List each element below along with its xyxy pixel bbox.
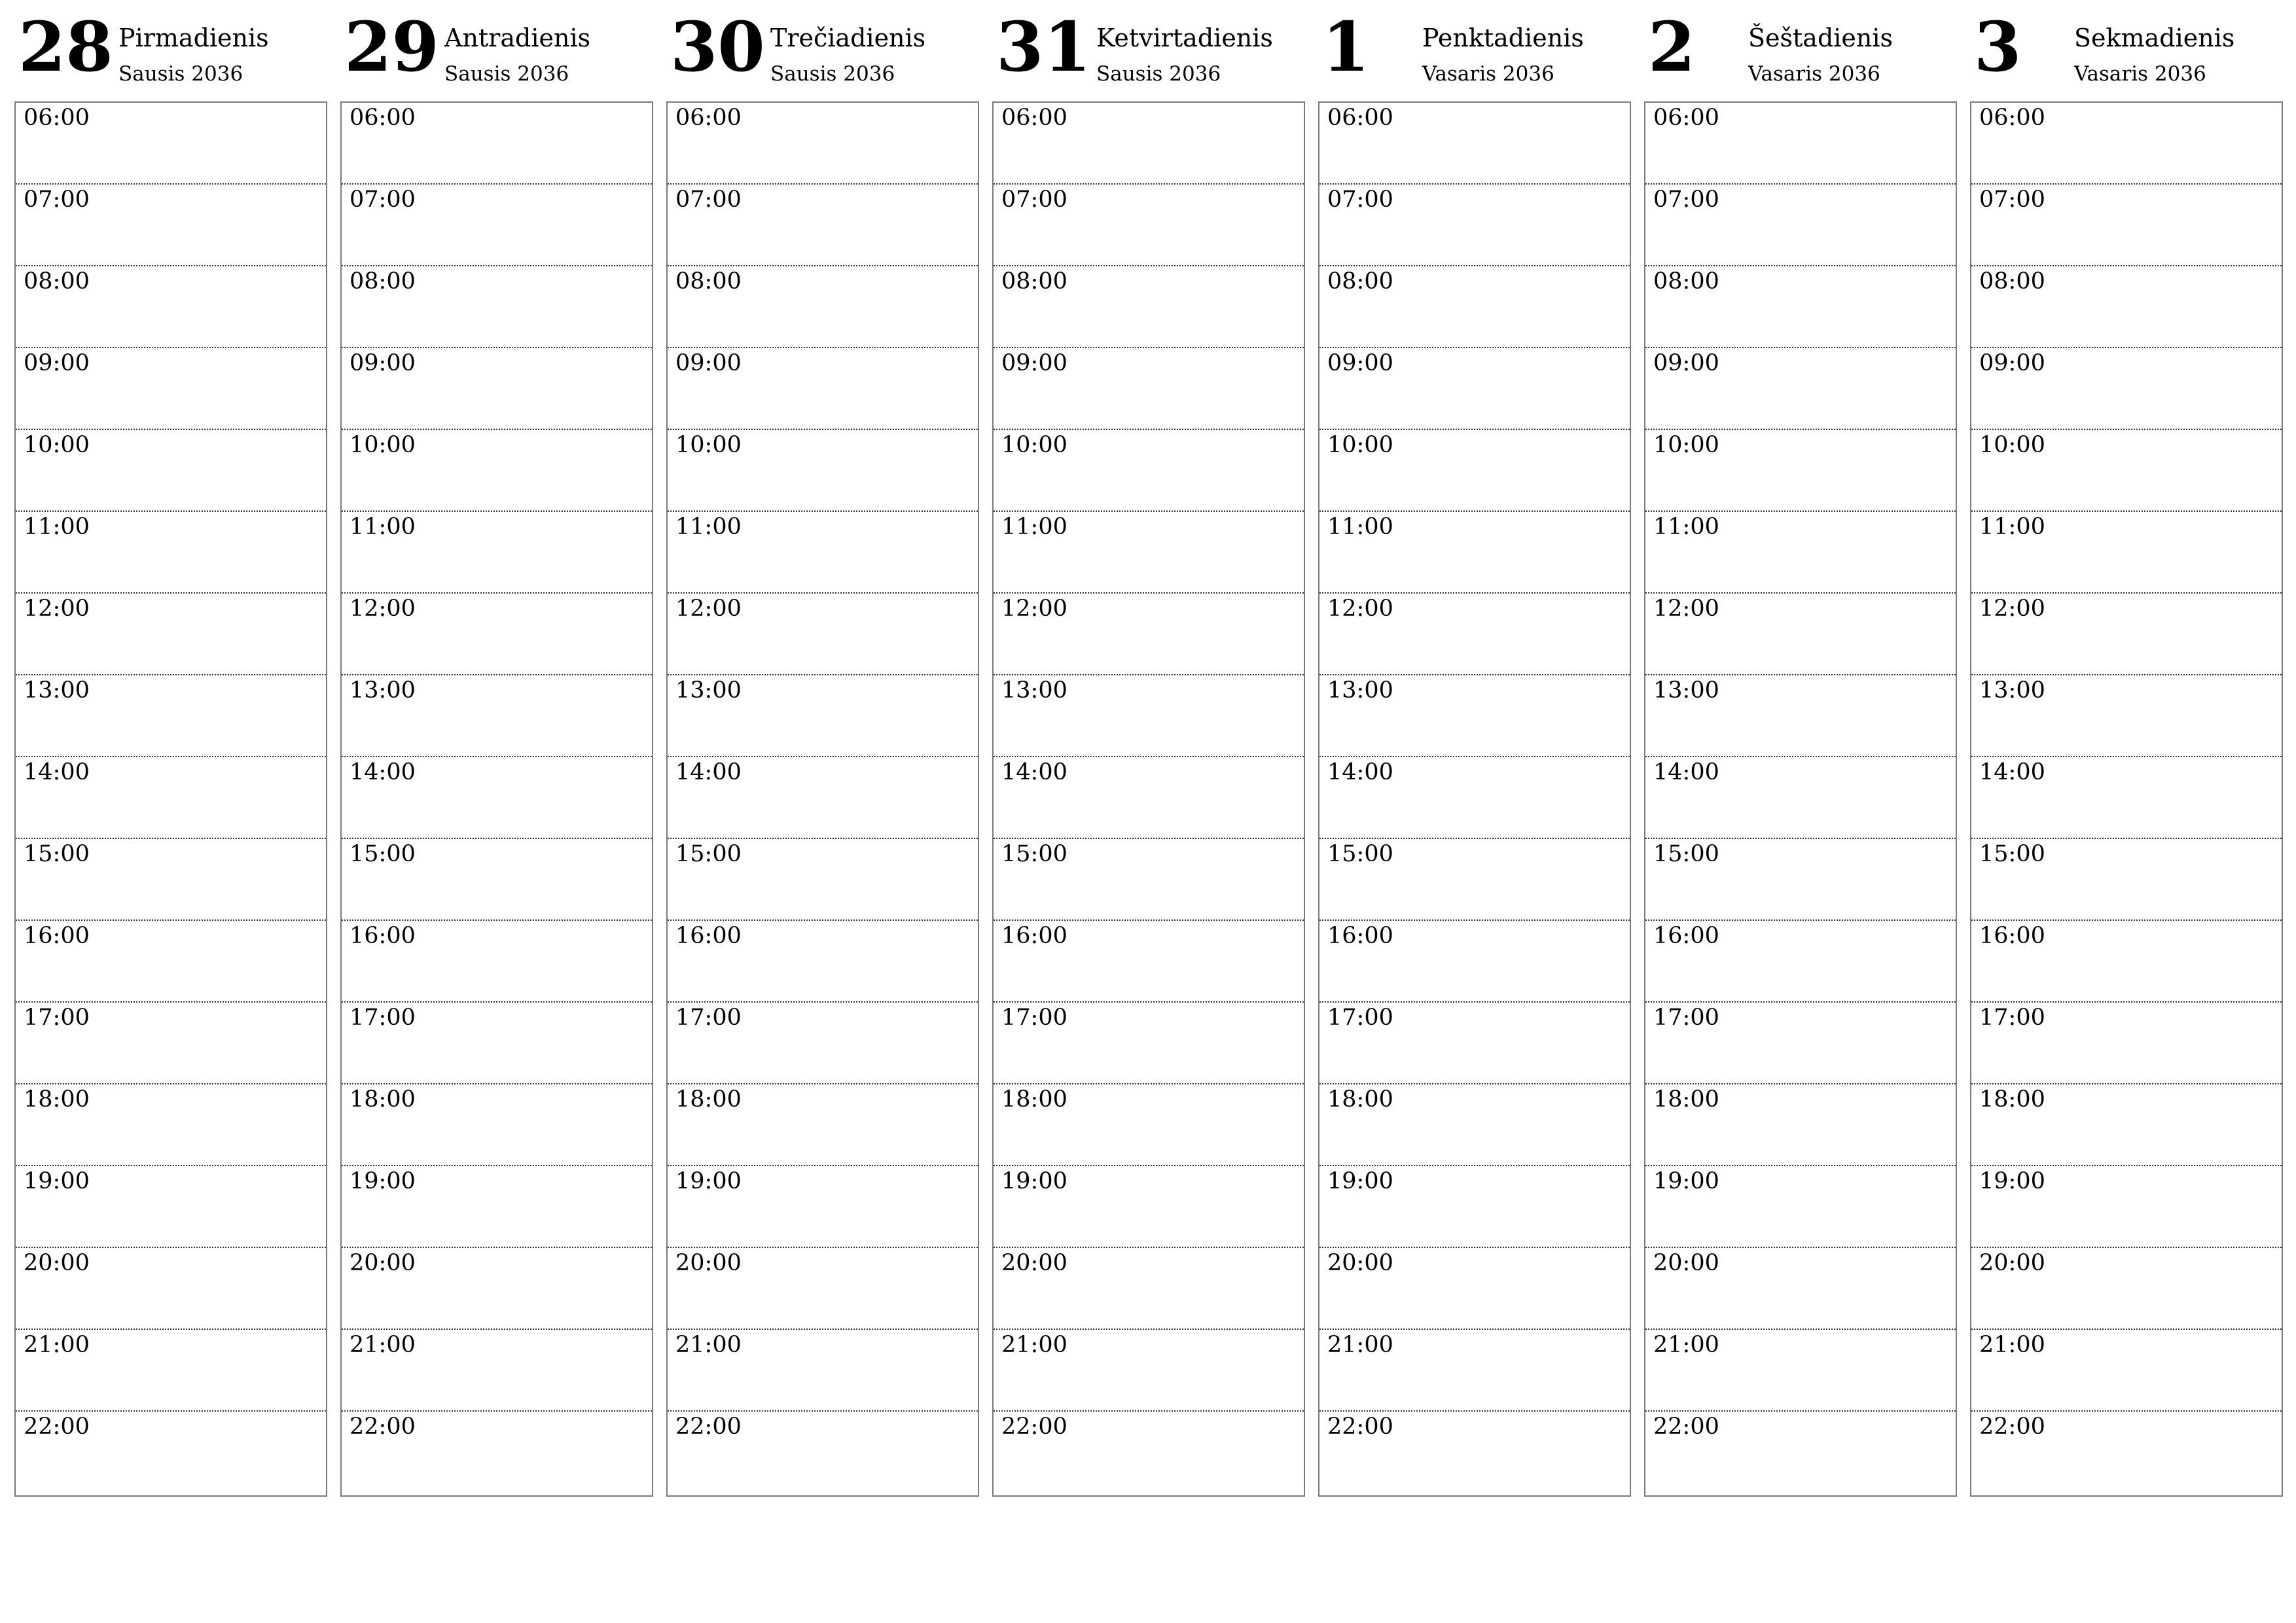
hour-label: 22:00 xyxy=(24,1414,90,1440)
day-column-thursday xyxy=(992,0,1305,1440)
hour-slot[interactable] xyxy=(994,1084,1304,1166)
hour-label: 08:00 xyxy=(24,268,90,294)
hour-slot[interactable] xyxy=(342,921,652,1003)
hour-slot[interactable] xyxy=(668,675,978,757)
hour-slot[interactable] xyxy=(1645,266,1956,348)
hours-box xyxy=(1318,101,1631,1497)
hour-slot[interactable] xyxy=(1319,594,1630,675)
hour-slot[interactable] xyxy=(668,103,978,185)
hour-slot[interactable] xyxy=(1645,185,1956,266)
hour-label: 13:00 xyxy=(675,677,742,704)
hour-slot[interactable] xyxy=(342,512,652,594)
hour-slot[interactable] xyxy=(1971,921,2282,1003)
hour-slot[interactable] xyxy=(994,675,1304,757)
hour-slot[interactable] xyxy=(668,266,978,348)
hour-slot[interactable] xyxy=(342,839,652,921)
hour-slot[interactable] xyxy=(16,839,326,921)
day-month: Vasaris 2036 xyxy=(2074,62,2206,86)
day-column-monday xyxy=(14,0,327,1440)
hour-label: 15:00 xyxy=(1979,841,2045,867)
hour-slot[interactable] xyxy=(994,430,1304,512)
hour-label: 14:00 xyxy=(350,759,416,785)
hour-slot[interactable] xyxy=(342,103,652,185)
hour-slot[interactable] xyxy=(1645,921,1956,1003)
day-name: Pirmadienis xyxy=(118,24,269,52)
hour-slot[interactable] xyxy=(1971,185,2282,266)
hour-label: 14:00 xyxy=(675,759,742,785)
hour-label: 21:00 xyxy=(1327,1332,1393,1358)
hour-slot[interactable] xyxy=(668,185,978,266)
hour-label: 17:00 xyxy=(24,1005,90,1031)
day-number: 31 xyxy=(996,7,1091,87)
hour-label: 12:00 xyxy=(1979,596,2045,622)
hour-label: 09:00 xyxy=(675,350,742,376)
hour-slot[interactable] xyxy=(16,675,326,757)
hour-label: 17:00 xyxy=(675,1005,742,1031)
hour-slot[interactable] xyxy=(994,1166,1304,1248)
hour-label: 18:00 xyxy=(350,1086,416,1113)
hour-label: 07:00 xyxy=(1001,187,1067,213)
hour-label: 16:00 xyxy=(1001,923,1067,949)
hour-label: 14:00 xyxy=(24,759,90,785)
hour-label: 13:00 xyxy=(24,677,90,704)
hour-label: 17:00 xyxy=(1001,1005,1067,1031)
hour-label: 08:00 xyxy=(1979,268,2045,294)
hour-slot[interactable] xyxy=(342,1003,652,1084)
hour-slot[interactable] xyxy=(1971,839,2282,921)
day-header xyxy=(1970,0,2283,101)
hour-slot[interactable] xyxy=(1645,1003,1956,1084)
hour-slot[interactable] xyxy=(342,1412,652,1493)
hour-label: 15:00 xyxy=(675,841,742,867)
hour-slot[interactable] xyxy=(342,266,652,348)
hour-label: 08:00 xyxy=(350,268,416,294)
hour-label: 18:00 xyxy=(1001,1086,1067,1113)
hour-slot[interactable] xyxy=(1645,1166,1956,1248)
hour-label: 15:00 xyxy=(1327,841,1393,867)
hour-slot[interactable] xyxy=(1971,1412,2282,1493)
hour-slot[interactable] xyxy=(1971,1330,2282,1412)
day-name: Penktadienis xyxy=(1422,24,1584,52)
hour-label: 20:00 xyxy=(1001,1250,1067,1276)
hour-label: 13:00 xyxy=(350,677,416,704)
hour-slot[interactable] xyxy=(1319,1166,1630,1248)
hour-label: 06:00 xyxy=(1979,105,2045,131)
hour-slot[interactable] xyxy=(994,266,1304,348)
hours-box xyxy=(1644,101,1957,1497)
day-name: Šeštadienis xyxy=(1748,24,1893,52)
hour-label: 18:00 xyxy=(1653,1086,1719,1113)
hours-box xyxy=(14,101,327,1497)
hour-label: 18:00 xyxy=(675,1086,742,1113)
day-month: Vasaris 2036 xyxy=(1422,62,1554,86)
hour-slot[interactable] xyxy=(668,757,978,839)
hour-slot[interactable] xyxy=(994,1412,1304,1493)
hour-slot[interactable] xyxy=(1971,1248,2282,1330)
hour-slot[interactable] xyxy=(342,594,652,675)
hour-label: 20:00 xyxy=(675,1250,742,1276)
hour-label: 11:00 xyxy=(675,514,742,540)
hour-slot[interactable] xyxy=(1645,839,1956,921)
hour-label: 09:00 xyxy=(1653,350,1719,376)
hour-slot[interactable] xyxy=(994,1248,1304,1330)
hour-label: 15:00 xyxy=(1653,841,1719,867)
day-number: 3 xyxy=(1974,7,2022,87)
hour-slot[interactable] xyxy=(342,1084,652,1166)
hour-label: 14:00 xyxy=(1979,759,2045,785)
hour-slot[interactable] xyxy=(1319,512,1630,594)
hour-label: 11:00 xyxy=(1001,514,1067,540)
hour-slot[interactable] xyxy=(668,430,978,512)
hour-label: 17:00 xyxy=(1327,1005,1393,1031)
hour-slot[interactable] xyxy=(1645,675,1956,757)
hours-box xyxy=(1970,101,2283,1497)
hour-label: 14:00 xyxy=(1653,759,1719,785)
day-month: Vasaris 2036 xyxy=(1748,62,1880,86)
hour-label: 16:00 xyxy=(675,923,742,949)
hour-label: 14:00 xyxy=(1327,759,1393,785)
hour-label: 19:00 xyxy=(1653,1168,1719,1194)
hour-label: 06:00 xyxy=(675,105,742,131)
hour-slot[interactable] xyxy=(342,757,652,839)
hour-label: 16:00 xyxy=(1327,923,1393,949)
hour-slot[interactable] xyxy=(1645,757,1956,839)
hour-label: 22:00 xyxy=(350,1414,416,1440)
hour-label: 22:00 xyxy=(1001,1414,1067,1440)
hour-label: 07:00 xyxy=(675,187,742,213)
hour-slot[interactable] xyxy=(1645,1248,1956,1330)
hour-label: 19:00 xyxy=(24,1168,90,1194)
hour-label: 15:00 xyxy=(1001,841,1067,867)
hour-label: 08:00 xyxy=(1327,268,1393,294)
hour-slot[interactable] xyxy=(16,1003,326,1084)
day-name: Sekmadienis xyxy=(2074,24,2235,52)
hour-label: 20:00 xyxy=(350,1250,416,1276)
hour-label: 06:00 xyxy=(24,105,90,131)
day-header xyxy=(1644,0,1957,101)
hour-label: 19:00 xyxy=(1979,1168,2045,1194)
hour-label: 22:00 xyxy=(1653,1414,1719,1440)
day-name: Ketvirtadienis xyxy=(1096,24,1273,52)
hour-label: 09:00 xyxy=(1001,350,1067,376)
hour-slot[interactable] xyxy=(342,185,652,266)
hour-slot[interactable] xyxy=(1971,348,2282,430)
hour-label: 10:00 xyxy=(1327,432,1393,458)
hour-slot[interactable] xyxy=(1645,512,1956,594)
hour-label: 10:00 xyxy=(350,432,416,458)
hour-slot[interactable] xyxy=(1971,430,2282,512)
hour-slot[interactable] xyxy=(1971,1003,2282,1084)
hour-slot[interactable] xyxy=(994,185,1304,266)
hour-label: 12:00 xyxy=(350,596,416,622)
hour-slot[interactable] xyxy=(668,1412,978,1493)
day-header xyxy=(666,0,979,101)
hour-slot[interactable] xyxy=(342,1166,652,1248)
hour-slot[interactable] xyxy=(1319,1003,1630,1084)
hour-slot[interactable] xyxy=(668,512,978,594)
hour-label: 10:00 xyxy=(675,432,742,458)
hour-label: 17:00 xyxy=(1979,1005,2045,1031)
hour-label: 16:00 xyxy=(350,923,416,949)
hour-slot[interactable] xyxy=(16,1248,326,1330)
hour-label: 11:00 xyxy=(350,514,416,540)
day-number: 30 xyxy=(670,7,765,87)
hour-label: 13:00 xyxy=(1001,677,1067,704)
hour-slot[interactable] xyxy=(1971,675,2282,757)
day-name: Antradienis xyxy=(444,24,591,52)
hour-label: 11:00 xyxy=(1653,514,1719,540)
hour-slot[interactable] xyxy=(668,839,978,921)
day-month: Sausis 2036 xyxy=(1096,62,1221,86)
hour-label: 11:00 xyxy=(1979,514,2045,540)
hour-label: 20:00 xyxy=(1979,1250,2045,1276)
hour-slot[interactable] xyxy=(668,1084,978,1166)
hour-slot[interactable] xyxy=(1319,1412,1630,1493)
hour-slot[interactable] xyxy=(994,1330,1304,1412)
hour-label: 06:00 xyxy=(350,105,416,131)
hour-slot[interactable] xyxy=(16,103,326,185)
hour-slot[interactable] xyxy=(1319,430,1630,512)
hour-slot[interactable] xyxy=(1971,594,2282,675)
day-header xyxy=(992,0,1305,101)
hour-label: 06:00 xyxy=(1001,105,1067,131)
day-header xyxy=(340,0,653,101)
hour-slot[interactable] xyxy=(16,1412,326,1493)
day-month: Sausis 2036 xyxy=(118,62,243,86)
hour-slot[interactable] xyxy=(1319,1330,1630,1412)
day-column-friday xyxy=(1318,0,1631,1440)
hour-label: 07:00 xyxy=(350,187,416,213)
hour-slot[interactable] xyxy=(342,1248,652,1330)
hour-slot[interactable] xyxy=(1971,1166,2282,1248)
hour-label: 17:00 xyxy=(1653,1005,1719,1031)
hour-slot[interactable] xyxy=(1319,185,1630,266)
hour-label: 06:00 xyxy=(1327,105,1393,131)
hour-label: 09:00 xyxy=(1327,350,1393,376)
day-month: Sausis 2036 xyxy=(770,62,895,86)
hour-label: 16:00 xyxy=(24,923,90,949)
hour-slot[interactable] xyxy=(16,1166,326,1248)
hour-slot[interactable] xyxy=(994,921,1304,1003)
hour-label: 16:00 xyxy=(1653,923,1719,949)
hour-slot[interactable] xyxy=(1645,1412,1956,1493)
day-month: Sausis 2036 xyxy=(444,62,569,86)
hour-label: 10:00 xyxy=(24,432,90,458)
hours-box xyxy=(340,101,653,1497)
hour-slot[interactable] xyxy=(1971,757,2282,839)
hour-slot[interactable] xyxy=(16,430,326,512)
day-name: Trečiadienis xyxy=(770,24,926,52)
hour-slot[interactable] xyxy=(668,1003,978,1084)
hour-label: 18:00 xyxy=(24,1086,90,1113)
day-header xyxy=(14,0,327,101)
hour-label: 22:00 xyxy=(1327,1414,1393,1440)
hour-slot[interactable] xyxy=(994,1003,1304,1084)
hour-label: 13:00 xyxy=(1653,677,1719,704)
hour-label: 20:00 xyxy=(24,1250,90,1276)
hour-slot[interactable] xyxy=(1645,1084,1956,1166)
hour-slot[interactable] xyxy=(1319,103,1630,185)
hour-label: 14:00 xyxy=(1001,759,1067,785)
hour-label: 21:00 xyxy=(350,1332,416,1358)
hour-slot[interactable] xyxy=(16,266,326,348)
day-number: 28 xyxy=(18,7,113,87)
hour-label: 22:00 xyxy=(1979,1414,2045,1440)
hour-label: 21:00 xyxy=(24,1332,90,1358)
hour-slot[interactable] xyxy=(16,1330,326,1412)
hour-label: 15:00 xyxy=(350,841,416,867)
hour-slot[interactable] xyxy=(1645,348,1956,430)
hour-label: 10:00 xyxy=(1001,432,1067,458)
hour-label: 10:00 xyxy=(1653,432,1719,458)
hour-slot[interactable] xyxy=(16,757,326,839)
hour-slot[interactable] xyxy=(1645,430,1956,512)
hour-slot[interactable] xyxy=(1319,1248,1630,1330)
day-column-tuesday xyxy=(340,0,653,1440)
hour-label: 20:00 xyxy=(1327,1250,1393,1276)
hour-label: 18:00 xyxy=(1979,1086,2045,1113)
hour-slot[interactable] xyxy=(1319,757,1630,839)
hour-label: 11:00 xyxy=(24,514,90,540)
hour-label: 20:00 xyxy=(1653,1250,1719,1276)
hour-slot[interactable] xyxy=(1645,594,1956,675)
hour-slot[interactable] xyxy=(342,1330,652,1412)
hour-slot[interactable] xyxy=(16,512,326,594)
hour-label: 19:00 xyxy=(350,1168,416,1194)
hour-label: 13:00 xyxy=(1979,677,2045,704)
hour-slot[interactable] xyxy=(668,1248,978,1330)
hour-label: 21:00 xyxy=(1001,1332,1067,1358)
day-number: 2 xyxy=(1648,7,1696,87)
hour-slot[interactable] xyxy=(1971,103,2282,185)
day-number: 1 xyxy=(1322,7,1370,87)
hour-slot[interactable] xyxy=(994,839,1304,921)
day-header xyxy=(1318,0,1631,101)
hour-label: 08:00 xyxy=(675,268,742,294)
day-column-wednesday xyxy=(666,0,979,1440)
hour-label: 21:00 xyxy=(1979,1332,2045,1358)
hour-label: 12:00 xyxy=(1653,596,1719,622)
hour-slot[interactable] xyxy=(668,348,978,430)
hour-slot[interactable] xyxy=(1971,1084,2282,1166)
hour-slot[interactable] xyxy=(1645,1330,1956,1412)
hour-slot[interactable] xyxy=(1319,266,1630,348)
hour-slot[interactable] xyxy=(1319,348,1630,430)
hour-label: 08:00 xyxy=(1653,268,1719,294)
hour-slot[interactable] xyxy=(16,594,326,675)
hour-label: 12:00 xyxy=(1327,596,1393,622)
hour-slot[interactable] xyxy=(668,921,978,1003)
hour-slot[interactable] xyxy=(1319,675,1630,757)
hour-slot[interactable] xyxy=(994,594,1304,675)
hours-box xyxy=(666,101,979,1497)
hour-slot[interactable] xyxy=(1319,1084,1630,1166)
hour-label: 12:00 xyxy=(24,596,90,622)
hour-label: 10:00 xyxy=(1979,432,2045,458)
hour-slot[interactable] xyxy=(1319,921,1630,1003)
hour-slot[interactable] xyxy=(16,921,326,1003)
hour-slot[interactable] xyxy=(1971,266,2282,348)
hour-slot[interactable] xyxy=(668,1166,978,1248)
hour-slot[interactable] xyxy=(342,348,652,430)
hour-slot[interactable] xyxy=(668,1330,978,1412)
hour-slot[interactable] xyxy=(994,512,1304,594)
hour-label: 19:00 xyxy=(675,1168,742,1194)
hour-slot[interactable] xyxy=(16,185,326,266)
hour-slot[interactable] xyxy=(16,1084,326,1166)
hour-slot[interactable] xyxy=(994,103,1304,185)
day-column-saturday xyxy=(1644,0,1957,1440)
hour-label: 19:00 xyxy=(1327,1168,1393,1194)
hour-label: 18:00 xyxy=(1327,1086,1393,1113)
hour-label: 09:00 xyxy=(350,350,416,376)
hour-label: 09:00 xyxy=(24,350,90,376)
hour-label: 21:00 xyxy=(1653,1332,1719,1358)
hour-slot[interactable] xyxy=(1971,512,2282,594)
hour-label: 15:00 xyxy=(24,841,90,867)
hour-slot[interactable] xyxy=(994,757,1304,839)
day-number: 29 xyxy=(344,7,439,87)
hour-label: 07:00 xyxy=(1979,187,2045,213)
hour-label: 07:00 xyxy=(1653,187,1719,213)
hour-slot[interactable] xyxy=(668,594,978,675)
hour-slot[interactable] xyxy=(1645,103,1956,185)
hour-slot[interactable] xyxy=(16,348,326,430)
hour-label: 11:00 xyxy=(1327,514,1393,540)
hour-label: 12:00 xyxy=(1001,596,1067,622)
hour-label: 22:00 xyxy=(675,1414,742,1440)
hour-label: 16:00 xyxy=(1979,923,2045,949)
hour-label: 17:00 xyxy=(350,1005,416,1031)
hour-label: 06:00 xyxy=(1653,105,1719,131)
hour-label: 08:00 xyxy=(1001,268,1067,294)
hour-slot[interactable] xyxy=(342,675,652,757)
hour-label: 09:00 xyxy=(1979,350,2045,376)
hour-label: 07:00 xyxy=(24,187,90,213)
hour-slot[interactable] xyxy=(994,348,1304,430)
hour-label: 13:00 xyxy=(1327,677,1393,704)
hour-label: 19:00 xyxy=(1001,1168,1067,1194)
hours-box xyxy=(992,101,1305,1497)
hour-slot[interactable] xyxy=(342,430,652,512)
day-column-sunday xyxy=(1970,0,2283,1440)
hour-label: 12:00 xyxy=(675,596,742,622)
hour-slot[interactable] xyxy=(1319,839,1630,921)
hour-label: 07:00 xyxy=(1327,187,1393,213)
hour-label: 21:00 xyxy=(675,1332,742,1358)
